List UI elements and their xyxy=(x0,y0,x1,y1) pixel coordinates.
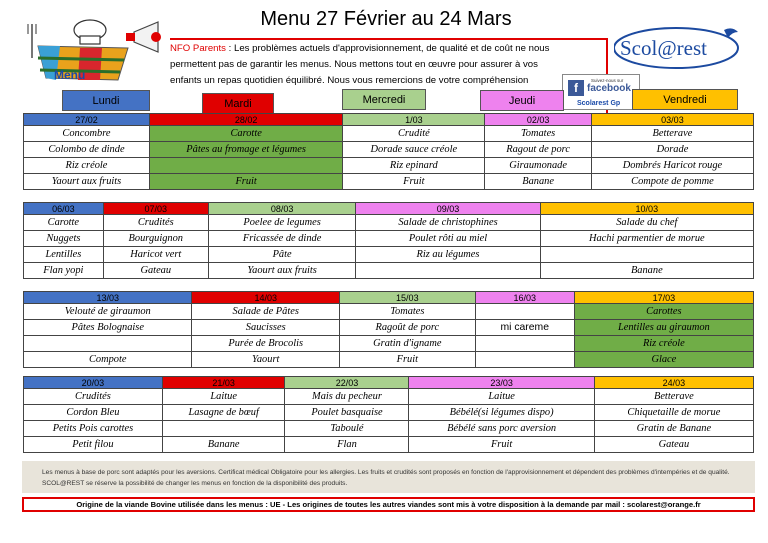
date-cell: 17/03 xyxy=(574,292,753,304)
menu-cell: Riz créole xyxy=(574,336,753,352)
menu-cell: Crudité xyxy=(343,126,485,142)
menu-cell: Laitue xyxy=(409,389,594,405)
menu-cell xyxy=(149,158,342,174)
scolarest-logo xyxy=(614,26,744,76)
notice-text: : Les problèmes actuels d'approvisionnement, de qualité et de coût ne nous permettent pas de garantir les menus. Nous mettons tout en œuvre pour assurer à vos enfants un repas quotidien équilibré. Nous vous remercions de votre compréhension xyxy=(170,43,550,86)
menu-cell: Nuggets xyxy=(24,231,104,247)
menu-cell xyxy=(475,304,574,320)
menu-cell xyxy=(475,352,574,368)
menu-cell: Poelee de legumes xyxy=(208,215,356,231)
menu-cell: mi careme xyxy=(475,320,574,336)
menu-cell: Glace xyxy=(574,352,753,368)
date-cell: 15/03 xyxy=(339,292,475,304)
menu-cell: Carotte xyxy=(149,126,342,142)
menu-cell: Gratin de Banane xyxy=(594,421,753,437)
menu-cell: Giraumonade xyxy=(485,158,592,174)
menu-cell: Petit filou xyxy=(24,437,163,453)
menu-cell: Taboulé xyxy=(285,421,409,437)
menu-cell: Salade de christophines xyxy=(356,215,540,231)
menu-cell: Dorade sauce créole xyxy=(343,142,485,158)
date-cell: 10/03 xyxy=(540,203,753,215)
week-2-table xyxy=(23,202,754,279)
footer-meat-origin: Origine de la viande Bovine utilisée dans les menus : UE - Les origines de toutes les autres viandes sont mis à votre disposition à la demande par mail : scolarest@orange.fr xyxy=(22,497,755,512)
menu-cell: Mais du pecheur xyxy=(285,389,409,405)
facebook-wordmark: facebook xyxy=(587,83,631,94)
menu-cell: Salade du chef xyxy=(540,215,753,231)
menu-cell: Fruit xyxy=(343,174,485,190)
menu-cell: Laitue xyxy=(162,389,285,405)
menu-cell: Concombre xyxy=(24,126,150,142)
menu-cell xyxy=(162,421,285,437)
menu-cell: Purée de Brocolis xyxy=(192,336,339,352)
menu-logo xyxy=(20,18,170,88)
week-1-table xyxy=(23,113,754,190)
menu-cell: Bourguignon xyxy=(103,231,208,247)
day-tab-jeudi: Jeudi xyxy=(480,90,564,111)
date-cell: 22/03 xyxy=(285,377,409,389)
menu-cell: Tomates xyxy=(485,126,592,142)
date-cell: 03/03 xyxy=(591,114,753,126)
date-cell: 08/03 xyxy=(208,203,356,215)
menu-cell: Crudités xyxy=(24,389,163,405)
facebook-follow-text: Suivez-nous sur xyxy=(591,78,624,83)
date-cell: 13/03 xyxy=(24,292,192,304)
menu-cell: Riz créole xyxy=(24,158,150,174)
facebook-page-name: Scolarest Gp xyxy=(577,100,621,107)
menu-cell: Gateau xyxy=(103,263,208,279)
date-cell: 28/02 xyxy=(149,114,342,126)
menu-cell: Betterave xyxy=(591,126,753,142)
logo-menu-label: Menu xyxy=(54,68,86,82)
menu-cell: Colombo de dinde xyxy=(24,142,150,158)
menu-cell: Banane xyxy=(540,263,753,279)
menu-cell: Betterave xyxy=(594,389,753,405)
menu-cell: Banane xyxy=(485,174,592,190)
day-tab-mercredi: Mercredi xyxy=(342,89,426,110)
menu-cell: Yaourt aux fruits xyxy=(24,174,150,190)
menu-cell: Riz au légumes xyxy=(356,247,540,263)
menu-cell: Fruit xyxy=(409,437,594,453)
menu-cell: Ragoût de porc xyxy=(339,320,475,336)
date-cell: 06/03 xyxy=(24,203,104,215)
menu-cell: Yaourt aux fruits xyxy=(208,263,356,279)
menu-cell: Lentilles au giraumon xyxy=(574,320,753,336)
day-tab-lundi: Lundi xyxy=(62,90,150,111)
menu-cell xyxy=(356,263,540,279)
menu-cell: Ragout de porc xyxy=(485,142,592,158)
facebook-badge[interactable] xyxy=(562,74,640,110)
date-cell: 21/03 xyxy=(162,377,285,389)
day-tab-mardi: Mardi xyxy=(202,93,274,114)
menu-cell: Carotte xyxy=(24,215,104,231)
date-cell: 16/03 xyxy=(475,292,574,304)
menu-cell: Fruit xyxy=(339,352,475,368)
menu-cell: Petits Pois carottes xyxy=(24,421,163,437)
menu-cell: Flan xyxy=(285,437,409,453)
footer-note: Les menus à base de porc sont adaptés pour les aversions. Certificat médical Obligatoire pour les allergies. Les fruits et crudités sont proposés en fonction de l'approvisionnement et dépendent des problèmes d'intempéries et de qualité. SCOL@REST se réserve la possibilité de changer les menus en fonction de la disponibilité des produits. xyxy=(22,461,755,493)
menu-cell xyxy=(24,336,192,352)
menu-cell: Pâtes au fromage et légumes xyxy=(149,142,342,158)
menu-cell: Riz epinard xyxy=(343,158,485,174)
menu-cell: Yaourt xyxy=(192,352,339,368)
date-cell: 23/03 xyxy=(409,377,594,389)
menu-cell: Haricot vert xyxy=(103,247,208,263)
date-cell: 02/03 xyxy=(485,114,592,126)
date-cell: 07/03 xyxy=(103,203,208,215)
day-tab-vendredi: Vendredi xyxy=(632,89,738,110)
menu-cell: Carottes xyxy=(574,304,753,320)
date-cell: 20/03 xyxy=(24,377,163,389)
menu-cell: Poulet rôti au miel xyxy=(356,231,540,247)
brand-name: Scol@rest xyxy=(620,36,707,60)
menu-cell: Gateau xyxy=(594,437,753,453)
menu-cell: Pâtes Bolognaise xyxy=(24,320,192,336)
menu-cell: Tomates xyxy=(339,304,475,320)
menu-cell: Saucisses xyxy=(192,320,339,336)
menu-cell: Flan yopi xyxy=(24,263,104,279)
facebook-icon: f xyxy=(568,80,584,96)
notice-highlight: NFO Parents xyxy=(170,43,226,54)
menu-cell: Banane xyxy=(162,437,285,453)
date-cell: 1/03 xyxy=(343,114,485,126)
menu-cell: Dombrés Haricot rouge xyxy=(591,158,753,174)
menu-cell: Cordon Bleu xyxy=(24,405,163,421)
menu-cell: Salade de Pâtes xyxy=(192,304,339,320)
page-title: Menu 27 Février au 24 Mars xyxy=(260,8,512,30)
menu-cell: Pâte xyxy=(208,247,356,263)
week-4-table xyxy=(23,376,754,453)
menu-cell xyxy=(475,336,574,352)
menu-cell: Crudités xyxy=(103,215,208,231)
menu-cell: Chiquetaille de morue xyxy=(594,405,753,421)
menu-cell: Lasagne de bœuf xyxy=(162,405,285,421)
date-cell: 27/02 xyxy=(24,114,150,126)
menu-cell: Fricassée de dinde xyxy=(208,231,356,247)
menu-cell: Gratin d'igname xyxy=(339,336,475,352)
chef-hat-icon xyxy=(20,18,170,88)
week-3-table xyxy=(23,291,754,368)
menu-cell: Dorade xyxy=(591,142,753,158)
menu-cell: Lentilles xyxy=(24,247,104,263)
menu-cell: Velouté de giraumon xyxy=(24,304,192,320)
menu-cell: Poulet basquaise xyxy=(285,405,409,421)
menu-cell: Compote de pomme xyxy=(591,174,753,190)
menu-cell xyxy=(540,247,753,263)
menu-cell: Compote xyxy=(24,352,192,368)
menu-cell: Fruit xyxy=(149,174,342,190)
date-cell: 14/03 xyxy=(192,292,339,304)
date-cell: 09/03 xyxy=(356,203,540,215)
menu-cell: Bébélé sans porc aversion xyxy=(409,421,594,437)
date-cell: 24/03 xyxy=(594,377,753,389)
menu-cell: Bébélé(si légumes dispo) xyxy=(409,405,594,421)
menu-cell: Hachi parmentier de morue xyxy=(540,231,753,247)
